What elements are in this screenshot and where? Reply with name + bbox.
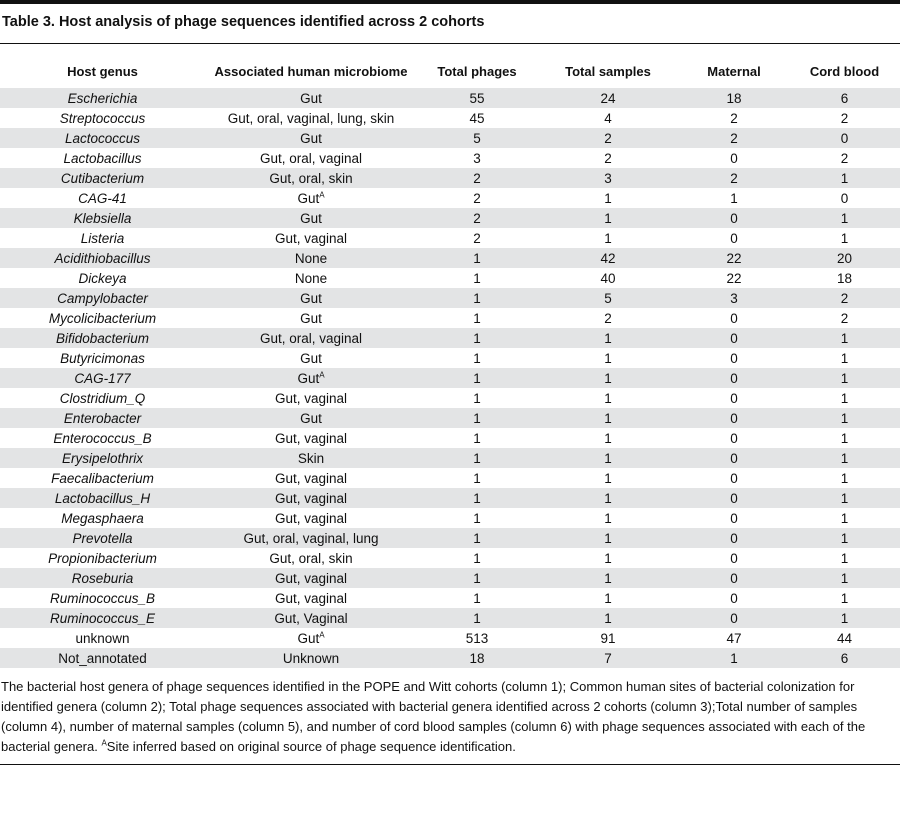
table-title: Table 3. Host analysis of phage sequences identified across 2 cohorts: [2, 14, 485, 30]
cell-microbiome: [205, 488, 417, 508]
microbiome-text: Gut, vaginal: [274, 470, 348, 486]
cell-total-phages: 1: [417, 448, 537, 468]
cell-cord-blood: 1: [840, 230, 849, 246]
cell-cord-blood: 1: [789, 208, 900, 228]
cell-total-samples: 1: [537, 328, 679, 348]
cell-cord-blood: 1: [789, 328, 900, 348]
cell-microbiome: [205, 448, 417, 468]
microbiome-text: Gut, oral, vaginal, lung, skin: [227, 110, 395, 126]
table-row: [0, 588, 900, 608]
cell-total-samples: 42: [537, 248, 679, 268]
cell-maternal: 0: [679, 448, 789, 468]
cell-cord-blood: 1: [789, 528, 900, 548]
cell-cord-blood: 2: [840, 150, 849, 166]
cell-total-phages: 513: [465, 630, 489, 646]
cell-maternal: 0: [679, 568, 789, 588]
cell-host-genus: Escherichia: [0, 88, 205, 108]
cell-host-genus: Prevotella: [0, 528, 205, 548]
table-row: [0, 168, 900, 188]
cell-maternal: 0: [730, 390, 738, 406]
cell-microbiome: [205, 288, 417, 308]
table-row: [0, 308, 900, 328]
cell-total-phages: 1: [417, 608, 537, 628]
microbiome-text: Gut, oral, skin: [269, 550, 353, 566]
header-row: [0, 58, 900, 88]
cell-host-genus: Lactobacillus: [63, 150, 142, 166]
table-row: [0, 188, 900, 208]
cell-microbiome: [205, 568, 417, 588]
cell-maternal: 0: [679, 328, 789, 348]
cell-cord-blood: 1: [789, 488, 900, 508]
header-total-phages: Total phages: [437, 63, 517, 79]
cell-cord-blood: 1: [840, 430, 849, 446]
cell-maternal: 0: [679, 408, 789, 428]
cell-cord-blood: 1: [789, 448, 900, 468]
cell-total-samples: 24: [537, 88, 679, 108]
cell-total-phages: 1: [473, 310, 481, 326]
table-row: [0, 628, 900, 648]
cell-cord-blood: 2: [789, 288, 900, 308]
cell-microbiome: [205, 148, 417, 168]
cell-cord-blood: 44: [836, 630, 853, 646]
cell-maternal: 0: [730, 150, 738, 166]
microbiome-text: Gut, oral, vaginal, lung: [243, 530, 379, 546]
microbiome-text: Gut, oral, skin: [269, 170, 353, 186]
cell-total-phages: 1: [417, 408, 537, 428]
cell-microbiome: [205, 268, 417, 288]
table-row: [0, 508, 900, 528]
cell-host-genus: CAG-177: [0, 368, 205, 388]
cell-cord-blood: 1: [840, 550, 849, 566]
cell-host-genus: Klebsiella: [0, 208, 205, 228]
microbiome-text: Unknown: [282, 650, 340, 666]
table-row: [0, 408, 900, 428]
footnote-tail: Site inferred based on original source of phage sequence identification.: [106, 739, 516, 754]
cell-microbiome: [205, 208, 417, 228]
cell-total-phages: 5: [417, 128, 537, 148]
top-rule: [0, 0, 900, 4]
cell-maternal: 0: [679, 488, 789, 508]
table-row: [0, 428, 900, 448]
cell-total-phages: 1: [417, 488, 537, 508]
cell-maternal: 0: [679, 208, 789, 228]
cell-microbiome: [205, 388, 417, 408]
cell-total-samples: 1: [604, 390, 612, 406]
microbiome-text: Gut: [300, 350, 322, 366]
cell-cord-blood: 0: [840, 190, 849, 206]
table-row: [0, 548, 900, 568]
table-row: [0, 248, 900, 268]
cell-cord-blood: 1: [789, 368, 900, 388]
cell-maternal: 0: [730, 310, 738, 326]
cell-maternal: 22: [679, 248, 789, 268]
cell-host-genus: CAG-41: [78, 190, 127, 206]
cell-host-genus: Ruminococcus_B: [49, 590, 156, 606]
cell-total-samples: 1: [604, 510, 612, 526]
cell-host-genus: unknown: [75, 630, 130, 646]
cell-total-samples: 40: [600, 270, 616, 286]
cell-maternal: 0: [730, 550, 738, 566]
cell-host-genus: Propionibacterium: [48, 550, 157, 566]
cell-total-samples: 1: [537, 408, 679, 428]
header-total-samples: Total samples: [565, 63, 651, 79]
cell-host-genus: Enterobacter: [0, 408, 205, 428]
cell-cord-blood: 1: [840, 470, 849, 486]
cell-microbiome: [205, 628, 417, 648]
title-divider: [0, 43, 900, 44]
table-row: [0, 108, 900, 128]
cell-total-samples: 2: [604, 310, 612, 326]
cell-host-genus: Dickeya: [78, 270, 127, 286]
cell-host-genus: Enterococcus_B: [53, 430, 152, 446]
cell-microbiome: [205, 648, 417, 668]
cell-host-genus: Lactococcus: [0, 128, 205, 148]
cell-microbiome: [205, 88, 417, 108]
cell-total-samples: 91: [600, 630, 616, 646]
cell-microbiome: [205, 328, 417, 348]
cell-cord-blood: 1: [789, 568, 900, 588]
microbiome-text: None: [294, 270, 328, 286]
cell-microbiome: [205, 348, 417, 368]
cell-maternal: 0: [730, 510, 738, 526]
cell-cord-blood: 6: [789, 648, 900, 668]
table-row: [0, 328, 900, 348]
microbiome-text: Gut, Vaginal: [274, 610, 348, 626]
table-row: [0, 468, 900, 488]
cell-maternal: 22: [726, 270, 742, 286]
cell-microbiome: [205, 368, 417, 388]
microbiome-text: Gut, vaginal: [274, 390, 348, 406]
cell-microbiome: [205, 188, 417, 208]
cell-microbiome: [205, 608, 417, 628]
microbiome-text: Gut, oral, vaginal: [259, 150, 363, 166]
cell-total-samples: 3: [537, 168, 679, 188]
cell-cord-blood: 20: [789, 248, 900, 268]
cell-maternal: 0: [679, 608, 789, 628]
microbiome-text: Gut, vaginal: [274, 570, 348, 586]
cell-total-phages: 1: [473, 470, 481, 486]
cell-cord-blood: 1: [840, 510, 849, 526]
cell-total-phages: 1: [473, 510, 481, 526]
header-cord-blood: Cord blood: [809, 63, 880, 79]
cell-maternal: 1: [730, 190, 738, 206]
cell-maternal: 2: [730, 110, 738, 126]
cell-cord-blood: 1: [789, 168, 900, 188]
microbiome-text: Gut: [300, 410, 322, 426]
table-row: [0, 128, 900, 148]
microbiome-text: Gut, vaginal: [274, 430, 348, 446]
cell-maternal: 18: [679, 88, 789, 108]
table-row: [0, 488, 900, 508]
microbiome-text: Gut, oral, vaginal: [259, 330, 363, 346]
cell-microbiome: [205, 548, 417, 568]
cell-total-samples: 1: [604, 470, 612, 486]
cell-cord-blood: 18: [836, 270, 853, 286]
cell-total-phages: 2: [473, 230, 481, 246]
table-row: [0, 348, 900, 368]
cell-total-samples: 1: [537, 608, 679, 628]
cell-total-phages: 1: [417, 328, 537, 348]
bottom-rule: [0, 764, 900, 765]
cell-total-samples: 1: [537, 368, 679, 388]
cell-microbiome: [205, 228, 417, 248]
table-row: [0, 288, 900, 308]
cell-total-samples: 1: [537, 568, 679, 588]
cell-total-samples: 1: [537, 448, 679, 468]
cell-host-genus: Megasphaera: [61, 510, 144, 526]
table-row: [0, 208, 900, 228]
cell-total-phages: 2: [417, 208, 537, 228]
cell-cord-blood: 1: [789, 608, 900, 628]
cell-total-phages: 1: [473, 350, 481, 366]
table-body: [0, 88, 900, 668]
cell-maternal: 3: [679, 288, 789, 308]
cell-host-genus: Listeria: [80, 230, 125, 246]
cell-cord-blood: 2: [840, 310, 849, 326]
table-row: [0, 228, 900, 248]
cell-total-phages: 45: [469, 110, 485, 126]
cell-host-genus: Acidithiobacillus: [0, 248, 205, 268]
cell-maternal: 2: [679, 128, 789, 148]
cell-total-samples: 1: [537, 208, 679, 228]
cell-total-phages: 1: [417, 288, 537, 308]
microbiome-text: Gut: [297, 630, 320, 646]
microbiome-text: Gut: [300, 130, 322, 146]
cell-cord-blood: 1: [840, 590, 849, 606]
header-microbiome: Associated human microbiome: [214, 63, 408, 79]
microbiome-text: Gut, vaginal: [274, 490, 348, 506]
footnote-marker: A: [319, 370, 325, 379]
cell-total-phages: 55: [417, 88, 537, 108]
cell-total-samples: 2: [604, 150, 612, 166]
table-footnote: [1, 677, 897, 757]
microbiome-text: Gut: [297, 370, 320, 386]
cell-cord-blood: 6: [789, 88, 900, 108]
cell-microbiome: [205, 408, 417, 428]
table-row: [0, 148, 900, 168]
cell-microbiome: [205, 508, 417, 528]
microbiome-text: Gut: [300, 90, 322, 106]
host-analysis-table: [0, 58, 900, 668]
cell-maternal: 0: [679, 368, 789, 388]
microbiome-text: Gut, vaginal: [274, 510, 348, 526]
cell-host-genus: Faecalibacterium: [51, 470, 154, 486]
cell-host-genus: Erysipelothrix: [0, 448, 205, 468]
microbiome-text: Gut: [300, 310, 322, 326]
cell-host-genus: Cutibacterium: [0, 168, 205, 188]
cell-total-samples: 1: [604, 590, 612, 606]
footnote-text: The bacterial host genera of phage sequences identified in the POPE and Witt cohorts (column 1); Common human sites of bacterial colonization for identified genera (column 2); Total phage sequences associated with bacterial genera identified across 2 cohorts (column 3);Total number of samples (column 4), number of maternal samples (column 5), and number of cord blood samples (column 6) with phage sequences associated with each of the bacterial genera.: [1, 679, 866, 754]
cell-host-genus: Butyricimonas: [60, 350, 145, 366]
table-row: [0, 388, 900, 408]
cell-cord-blood: 0: [789, 128, 900, 148]
footnote-marker: A: [319, 190, 325, 199]
cell-microbiome: [205, 308, 417, 328]
cell-total-samples: 1: [604, 190, 612, 206]
cell-maternal: 2: [679, 168, 789, 188]
cell-total-samples: 1: [604, 230, 612, 246]
cell-host-genus: Lactobacillus_H: [0, 488, 205, 508]
cell-microbiome: [205, 168, 417, 188]
cell-host-genus: Streptococcus: [59, 110, 146, 126]
cell-total-samples: 1: [537, 528, 679, 548]
cell-microbiome: [205, 588, 417, 608]
cell-microbiome: [205, 108, 417, 128]
cell-host-genus: Clostridium_Q: [59, 390, 146, 406]
microbiome-text: Gut, vaginal: [274, 230, 348, 246]
cell-maternal: 0: [730, 350, 738, 366]
cell-maternal: 0: [730, 590, 738, 606]
cell-total-samples: 4: [604, 110, 612, 126]
microbiome-text: Gut, vaginal: [274, 590, 348, 606]
footnote-marker: A: [319, 630, 325, 639]
cell-cord-blood: 1: [840, 390, 849, 406]
table-row: [0, 88, 900, 108]
cell-host-genus: Not_annotated: [0, 648, 205, 668]
table-row: [0, 648, 900, 668]
cell-total-phages: 1: [417, 248, 537, 268]
cell-total-phages: 1: [417, 368, 537, 388]
footnote-marker: A: [101, 738, 107, 748]
cell-total-samples: 1: [537, 488, 679, 508]
cell-total-phages: 1: [417, 528, 537, 548]
microbiome-text: Skin: [297, 450, 325, 466]
table-row: [0, 268, 900, 288]
cell-cord-blood: 1: [789, 408, 900, 428]
cell-total-phages: 1: [473, 550, 481, 566]
microbiome-text: Gut: [300, 210, 322, 226]
cell-total-samples: 1: [604, 550, 612, 566]
microbiome-text: None: [294, 250, 328, 266]
table-row: [0, 448, 900, 468]
cell-total-phages: 1: [473, 590, 481, 606]
cell-microbiome: [205, 128, 417, 148]
cell-total-phages: 1: [417, 568, 537, 588]
microbiome-text: Gut: [300, 290, 322, 306]
cell-microbiome: [205, 528, 417, 548]
cell-maternal: 47: [726, 630, 742, 646]
cell-total-phages: 1: [473, 270, 481, 286]
cell-microbiome: [205, 428, 417, 448]
cell-total-phages: 2: [473, 190, 481, 206]
cell-total-samples: 1: [604, 350, 612, 366]
cell-total-phages: 2: [417, 168, 537, 188]
cell-total-phages: 1: [473, 430, 481, 446]
cell-cord-blood: 2: [840, 110, 849, 126]
table-row: [0, 528, 900, 548]
microbiome-text: Gut: [297, 190, 320, 206]
cell-host-genus: Roseburia: [0, 568, 205, 588]
cell-total-samples: 7: [537, 648, 679, 668]
cell-total-samples: 1: [604, 430, 612, 446]
cell-total-phages: 3: [473, 150, 481, 166]
cell-maternal: 0: [679, 528, 789, 548]
cell-maternal: 1: [679, 648, 789, 668]
cell-host-genus: Ruminococcus_E: [0, 608, 205, 628]
table-row: [0, 608, 900, 628]
cell-cord-blood: 1: [840, 350, 849, 366]
cell-total-samples: 2: [537, 128, 679, 148]
cell-microbiome: [205, 468, 417, 488]
cell-host-genus: Campylobacter: [0, 288, 205, 308]
cell-total-samples: 5: [537, 288, 679, 308]
table-row: [0, 368, 900, 388]
cell-maternal: 0: [730, 470, 738, 486]
cell-total-phages: 1: [473, 390, 481, 406]
cell-maternal: 0: [730, 230, 738, 246]
cell-total-phages: 18: [417, 648, 537, 668]
table-row: [0, 568, 900, 588]
cell-host-genus: Bifidobacterium: [0, 328, 205, 348]
cell-maternal: 0: [730, 430, 738, 446]
header-maternal: Maternal: [707, 63, 761, 79]
cell-host-genus: Mycolicibacterium: [48, 310, 157, 326]
cell-microbiome: [205, 248, 417, 268]
header-host-genus: Host genus: [67, 63, 138, 79]
